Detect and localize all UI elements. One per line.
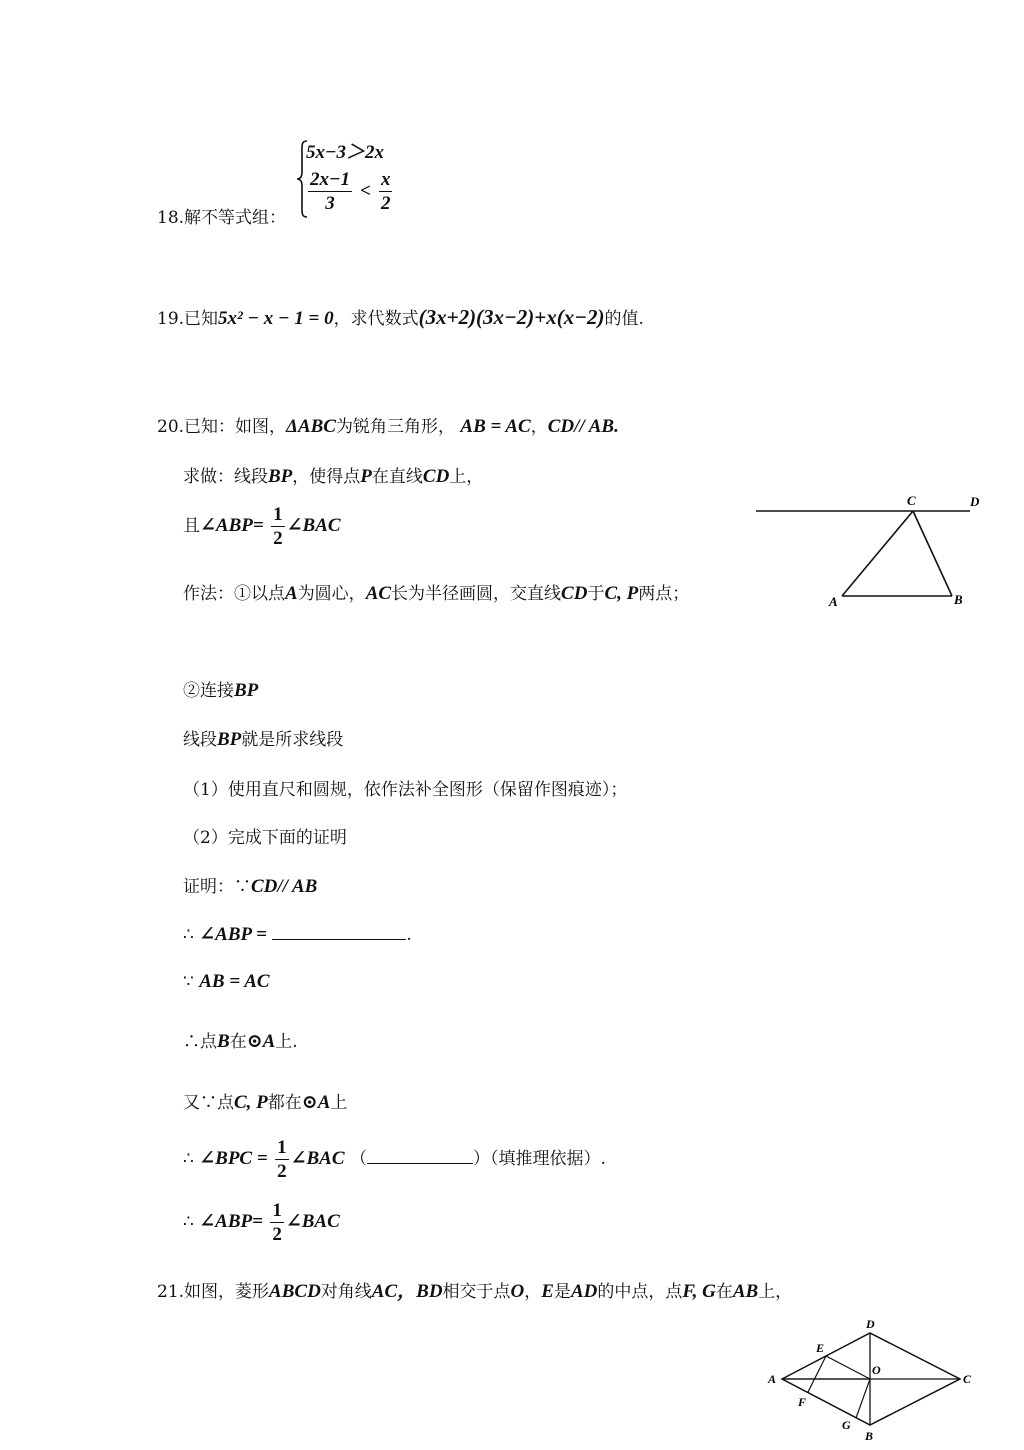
point-c-label: C: [907, 493, 916, 508]
point-e-label: E: [816, 1341, 825, 1355]
point-d-label: D: [970, 494, 980, 509]
point-a-label: A: [829, 594, 838, 609]
q21-rhombus-figure: [760, 1312, 980, 1446]
q20-part2: （2）完成下面的证明: [183, 828, 347, 848]
q20-condition: 且∠ABP= $\frac{1}{2}$ ∠BAC: [183, 504, 341, 549]
point-c-label: C: [963, 1372, 972, 1386]
segment-og: [856, 1379, 870, 1418]
q19-text: 19.已知5x² − x − 1 = 0，求代数式(3x+2)(3x−2)+x(x−2)的值.: [157, 305, 644, 329]
answer-blank-2[interactable]: [367, 1149, 473, 1164]
point-g-label: G: [842, 1418, 851, 1432]
q20-method-result: 线段BP就是所求线段: [183, 729, 344, 750]
q20-proof-7: ∴ ∠ABP= $\frac{1}{2}$ ∠BAC: [183, 1200, 340, 1245]
point-o-label: O: [872, 1363, 881, 1377]
side-bc: [913, 511, 952, 596]
point-f-label: F: [798, 1395, 807, 1409]
segment-eo: [826, 1356, 870, 1379]
q20-proof-6: ∴ ∠BPC = $\frac{1}{2}$ ∠BAC （ ）（填推理依据）.: [183, 1137, 606, 1182]
q18-fraction-right: $\frac{x}{2}$: [380, 169, 391, 214]
q20-proof-5: 又∵点C, P都在⊙A上: [183, 1092, 348, 1113]
q19-equation: 5x² − x − 1 = 0: [218, 308, 334, 329]
q20-proof-2: ∴ ∠ABP = .: [183, 924, 412, 945]
q19-expression: (3x+2)(3x−2)+x(x−2): [418, 305, 605, 329]
q20-proof-3: ∵ AB = AC: [183, 971, 270, 992]
answer-blank-1[interactable]: [272, 925, 406, 940]
q18-inequality-1: 5x−3＞2x: [306, 142, 385, 163]
q20-triangle-figure: [750, 488, 990, 613]
q18-inequality-2: $\frac{2x-1}{3}$ < $\frac{x}{2}$: [310, 169, 391, 214]
q20-method-step1: 作法：①以点A为圆心，AC长为半径画圆，交直线CD于C, P两点；: [183, 583, 690, 604]
point-b-label: B: [954, 592, 963, 607]
q20-part1: （1）使用直尺和圆规，依作法补全图形（保留作图痕迹）；: [183, 780, 628, 800]
q20-proof-4: ∴点B在⊙A上.: [183, 1031, 298, 1052]
q21-text: 21.如图，菱形ABCD对角线AC，BD相交于点O，E是AD的中点，点F, G在AB上，: [157, 1281, 793, 1302]
q20-method-step2: ②连接BP: [183, 680, 259, 701]
q18-fraction-left: $\frac{2x-1}{3}$: [310, 169, 351, 214]
q18-label: 18.解不等式组：: [157, 208, 287, 228]
q20-task: 求做：线段BP，使得点P在直线CD上，: [183, 466, 484, 487]
side-ac: [842, 511, 913, 596]
point-d-label: D: [866, 1317, 875, 1331]
point-b-label: B: [865, 1429, 874, 1443]
q20-proof-1: 证明：∵CD// AB: [183, 876, 318, 897]
point-a-label: A: [768, 1372, 777, 1386]
q20-given: 20.已知：如图，ΔABC为锐角三角形， AB = AC，CD// AB.: [157, 416, 619, 437]
